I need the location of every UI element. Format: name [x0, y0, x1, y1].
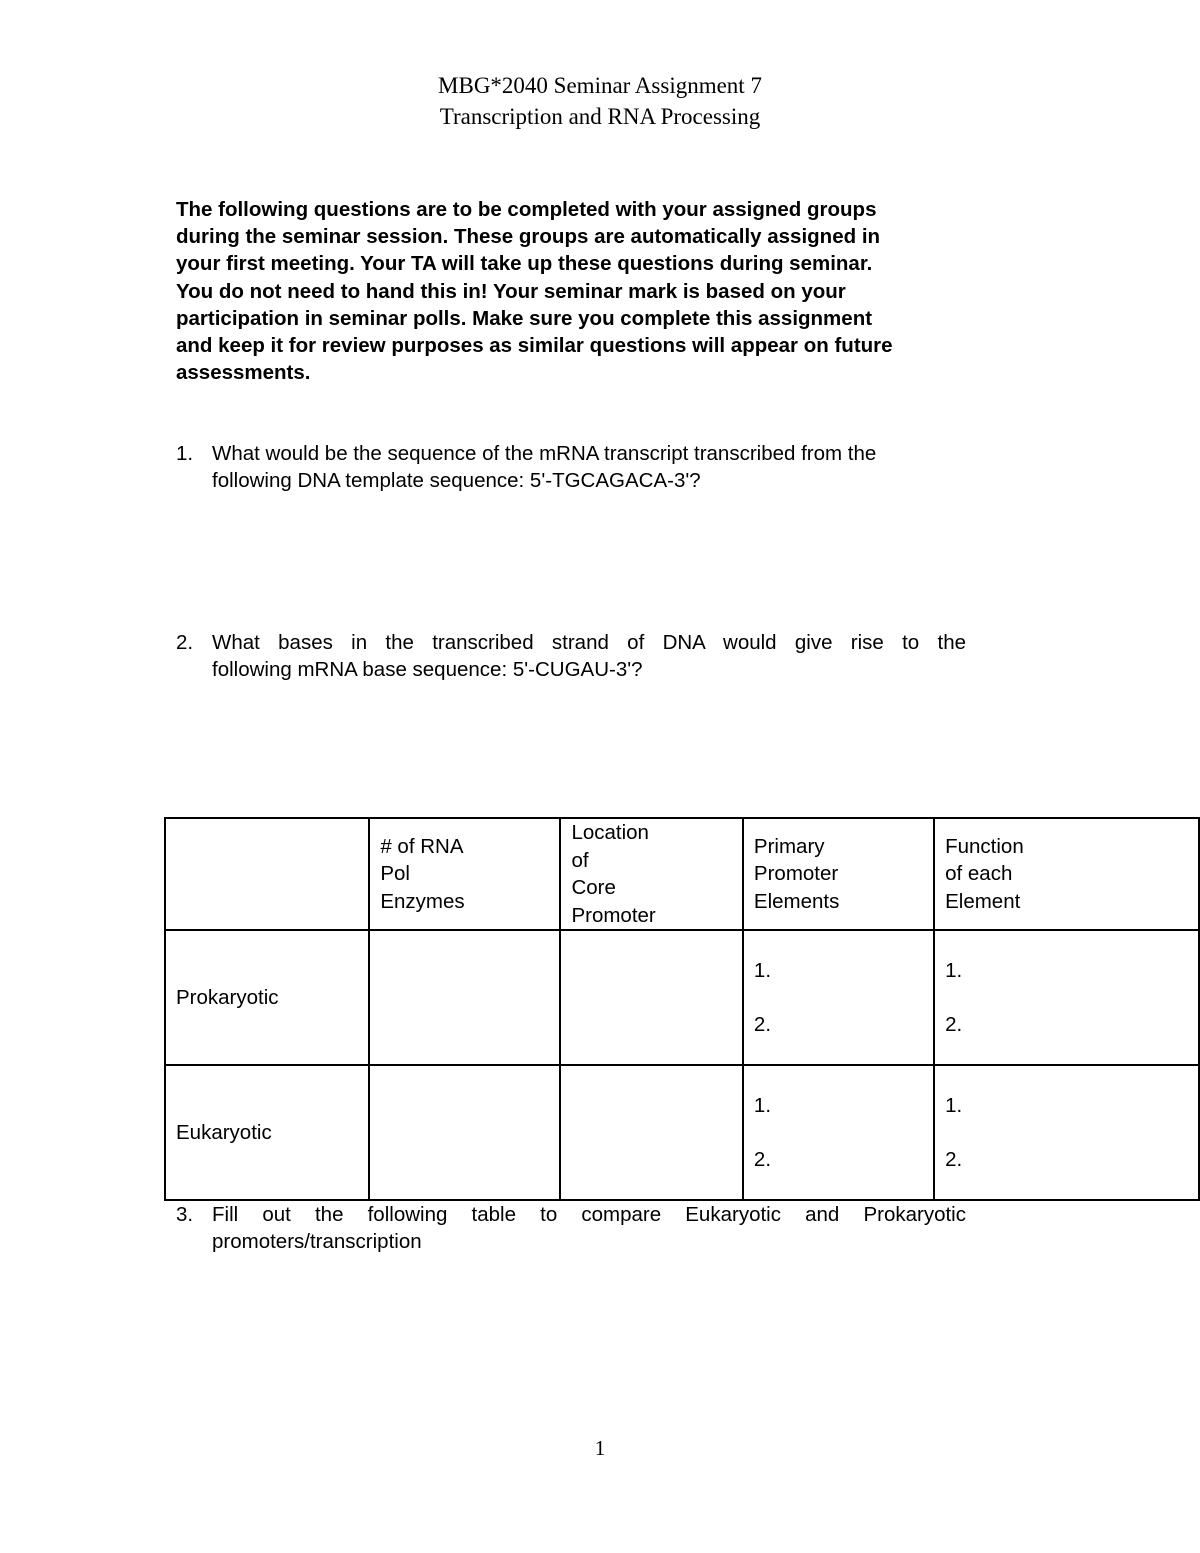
instructions-line: during the seminar session. These groups are automatically assigned in [176, 225, 881, 249]
question-text-line: promoters/transcription [212, 1230, 422, 1253]
table-row-prokaryotic [165, 930, 1199, 1065]
answer-cell[interactable]: 1. 2. [743, 1065, 934, 1200]
answer-cell[interactable] [369, 1065, 560, 1200]
question-text-line: What bases in the transcribed strand of DNA would give rise to the [212, 631, 966, 654]
question-text-line: following DNA template sequence: 5'-TGCAGACA-3'? [212, 469, 701, 492]
instructions-line: participation in seminar polls. Make sure you complete this assignment [176, 306, 873, 330]
table-header-element-function: Function of each Element [934, 818, 1199, 930]
question-3 [176, 1201, 966, 1255]
instructions-line: You do not need to hand this in! Your seminar mark is based on your [176, 279, 846, 303]
table-header-empty-cell [165, 818, 369, 930]
answer-cell[interactable] [369, 930, 560, 1065]
question-number: 2. [176, 631, 194, 654]
document-title: MBG*2040 Seminar Assignment 7 [438, 73, 762, 98]
row-label: Eukaryotic [165, 1065, 369, 1200]
question-number: 3. [176, 1203, 194, 1226]
comparison-table [164, 817, 1200, 1201]
table-header-rna-pol: # of RNA Pol Enzymes [369, 818, 560, 930]
answer-cell[interactable] [560, 930, 742, 1065]
instructions-line: assessments. [176, 361, 311, 385]
answer-cell[interactable] [560, 1065, 742, 1200]
question-text-line: Fill out the following table to compare Eukaryotic and Prokaryotic [212, 1203, 966, 1226]
document-subtitle: Transcription and RNA Processing [439, 104, 761, 129]
instructions-paragraph [176, 196, 1056, 386]
instructions-line: The following questions are to be completed with your assigned groups [176, 198, 877, 221]
question-text-line: following mRNA base sequence: 5'-CUGAU-3'? [212, 658, 643, 681]
answer-cell[interactable]: 1. 2. [934, 1065, 1199, 1200]
table-header-row [165, 818, 1199, 930]
question-1 [176, 440, 966, 494]
instructions-line: and keep it for review purposes as similar questions will appear on future [176, 334, 893, 358]
question-2 [176, 629, 966, 683]
answer-cell[interactable]: 1. 2. [934, 930, 1199, 1065]
table-header-promoter-elements: Primary Promoter Elements [743, 818, 934, 930]
answer-cell[interactable]: 1. 2. [743, 930, 934, 1065]
instructions-line: your first meeting. Your TA will take up these questions during seminar. [176, 252, 873, 276]
table-row-eukaryotic [165, 1065, 1199, 1200]
question-number: 1. [176, 442, 194, 465]
row-label: Prokaryotic [165, 930, 369, 1065]
page-number: 1 [594, 1436, 606, 1460]
question-text-line: What would be the sequence of the mRNA transcript transcribed from the [212, 442, 877, 465]
table-header-core-promoter: Location of Core Promoter [560, 818, 742, 930]
